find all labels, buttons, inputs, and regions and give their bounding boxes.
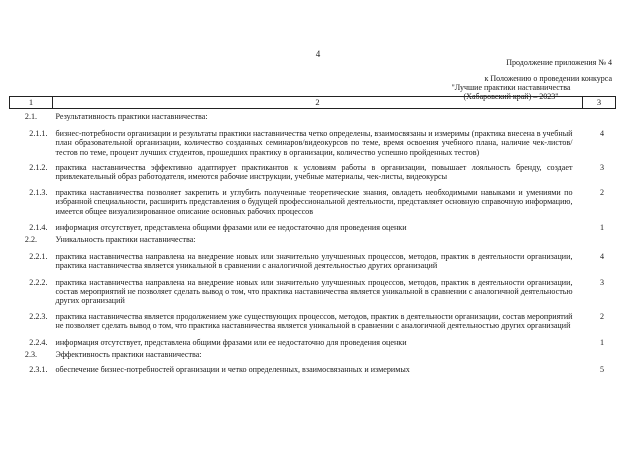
row-number: 2.2. — [24, 235, 38, 245]
criterion-row — [10, 181, 616, 216]
row-number: 2.1.2. — [29, 162, 48, 172]
section-title: Уникальность практики наставничества: — [55, 235, 196, 245]
criterion-text: практика наставничества позволяет закрепить и углубить полученные теоретические знания, овладеть необходимыми навыками и умениями по избранной специальности, расширить представления о будущей профессиональной деятельности, представляет основную справочную информацию, имеется общее визуализированное описание основных рабочих процессов — [55, 188, 573, 216]
section-row — [10, 232, 616, 244]
row-number: 2.2.1. — [29, 252, 48, 262]
criterion-score: 3 — [599, 277, 605, 287]
criterion-row — [10, 271, 616, 306]
criterion-score: 4 — [599, 252, 605, 262]
criterion-score: 4 — [599, 129, 605, 139]
criterion-score: 2 — [599, 312, 605, 322]
row-number: 2.1.1. — [29, 129, 48, 139]
criterion-row — [10, 244, 616, 270]
table-header-row — [10, 97, 616, 109]
criterion-score: 3 — [599, 162, 605, 172]
appendix-continuation: Продолжение приложения № 4 — [506, 58, 612, 67]
criterion-text: информация отсутствует, представлена общими фразами или ее недостаточно для проведения оценки — [55, 337, 407, 347]
criterion-text: информация отсутствует, представлена общими фразами или ее недостаточно для проведения оценки — [55, 222, 407, 232]
row-number: 2.2.2. — [29, 277, 48, 287]
criteria-table — [9, 96, 616, 374]
row-number: 2.2.4. — [29, 337, 48, 347]
section-row — [10, 109, 616, 122]
criterion-row — [10, 305, 616, 330]
appendix-contest-region: (Хабаровский край) – 2023" — [463, 92, 559, 101]
criterion-score: 2 — [599, 188, 605, 198]
row-number: 2.3.1. — [29, 365, 48, 375]
criterion-row — [10, 331, 616, 347]
criterion-text: бизнес-потребности организации и результаты практики наставничества четко определены, взаимосвязаны и измеримы (практика внесена в учебный план образовательной организации, количество созданных семинаров/видеокурсов по теме, время освоения учебного плана, наличие чек-листов/тестов по теме, процент лучших студентов, прошедших практику в организации, количество успешно пройденных тестов) — [55, 129, 573, 157]
criterion-row — [10, 121, 616, 157]
page-number: 4 — [315, 49, 321, 59]
column-header-score: 3 — [583, 97, 616, 109]
appendix-regulation: к Положению о проведении конкурса — [484, 74, 612, 83]
criterion-row — [10, 216, 616, 232]
section-title: Эффективность практики наставничества: — [55, 349, 202, 359]
column-header-number: 1 — [10, 97, 53, 109]
row-number: 2.1.4. — [29, 222, 48, 232]
criteria-table-body — [10, 109, 616, 375]
row-number: 2.1. — [24, 112, 38, 121]
row-number: 2.2.3. — [29, 312, 48, 322]
criterion-text: практика наставничества направлена на внедрение новых или значительно улучшенных процессов, методов, практик в деятельности организации, практика наставничества является уникальной в сравнении с аналогичной деятельностью других организаций — [55, 252, 573, 271]
criterion-text: обеспечение бизнес-потребностей организации и четко определенных, взаимосвязанных и измеримых — [55, 365, 410, 375]
appendix-contest-name: "Лучшие практики наставничества — [451, 83, 571, 92]
column-header-criterion: 2 — [53, 97, 583, 109]
row-number: 2.3. — [24, 349, 38, 359]
criterion-text: практика наставничества направлена на внедрение новых или значительно улучшенных процессов, методов, практик в деятельности организации, состав мероприятий не позволяет сделать вывод о том, что практика наставничества является уникальной в сравнении с аналогичной деятельностью других организаций — [55, 277, 573, 306]
criterion-score: 1 — [599, 337, 605, 347]
criterion-text: практика наставничества эффективно адаптирует практикантов к условиям работы в организации, повышает лояльность бренду, создает привлекательный образ работодателя, имеются рабочие инструкции, учебные материалы, чек-листы, видеокурсы — [55, 162, 573, 182]
criterion-score — [583, 347, 616, 359]
section-title: Результативность практики наставничества: — [55, 112, 208, 121]
criterion-score — [583, 109, 616, 122]
criterion-text: практика наставничества является продолжением уже существующих процессов, методов, практик в деятельности организации, состав мероприятий не позволяет сделать вывод о том, что практика наставничества является уникальной в сравнении с аналогичной деятельностью других организаций — [55, 312, 573, 331]
appendix-header — [372, 58, 612, 101]
row-number: 2.1.3. — [29, 188, 48, 198]
criterion-row — [10, 359, 616, 374]
section-row — [10, 347, 616, 359]
criterion-score — [583, 232, 616, 244]
criterion-row — [10, 157, 616, 181]
criterion-score: 5 — [599, 365, 605, 375]
criterion-score: 1 — [599, 222, 605, 232]
